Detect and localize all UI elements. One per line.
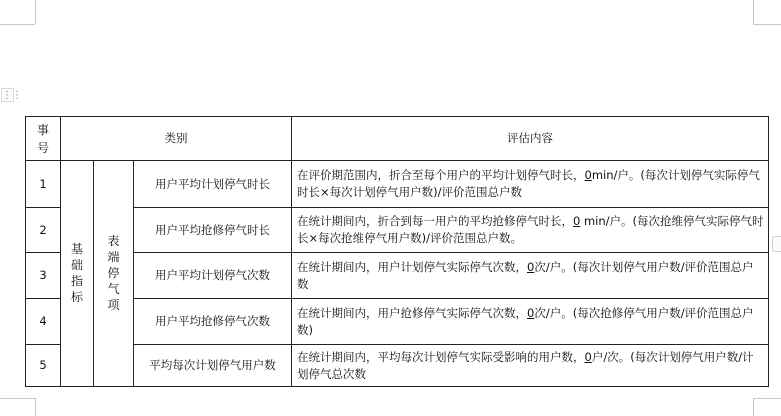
- group-cell: [61, 161, 94, 387]
- evaluation-table: [25, 116, 769, 387]
- item-name: 用户平均抢修停气次数: [134, 299, 292, 345]
- crop-mark-top-right-horizontal: [753, 24, 781, 25]
- content-value: 0: [573, 214, 581, 228]
- content-text-after: 户/次。(每次计划停气用户数/计划停气总次数: [297, 349, 754, 381]
- crop-mark-bottom-left-vertical: [35, 398, 36, 416]
- crop-mark-top-right-vertical: [753, 0, 754, 24]
- content-value: 0: [527, 259, 535, 274]
- item-name: 用户平均计划停气时长: [134, 161, 292, 208]
- item-name: 用户平均计划停气次数: [134, 253, 292, 299]
- content-text: 在统计期间内，平均每次计划停气实际受影响的用户数，: [297, 349, 585, 364]
- row-number: 1: [26, 161, 61, 208]
- row-number: 2: [26, 208, 61, 253]
- content-text-after: 次/户。(每次抢修停气用户数/评价范围总户数): [297, 305, 754, 337]
- crop-mark-bottom-left-horizontal: [0, 398, 35, 399]
- content-value: 0: [527, 305, 535, 320]
- table-row: [26, 208, 769, 253]
- content-text: 在统计期间内，用户抢修停气实际停气次数，: [297, 305, 527, 320]
- group-label: 基础指标: [70, 242, 83, 304]
- header-cell-category: [61, 117, 292, 161]
- content-text-after: min/户。(每次抢维停气实际停气时长×每次抢维停气用户数)/评价范围总户数。: [297, 214, 764, 245]
- table-header-row: [26, 117, 769, 161]
- row-number: 3: [26, 253, 61, 299]
- row-number: 5: [26, 345, 61, 387]
- crop-mark-bottom-right-vertical: [753, 398, 754, 416]
- crop-mark-top-left-vertical: [35, 0, 36, 24]
- header-cell-number: [26, 117, 61, 161]
- crop-mark-top-left-horizontal: [0, 24, 35, 25]
- item-content: [292, 208, 769, 253]
- table-resize-marker[interactable]: [772, 236, 781, 252]
- content-text-after: 次/户。(每次计划停气用户数/评价范围总户数: [297, 259, 754, 291]
- table-row: [26, 253, 769, 299]
- subgroup-cell: [94, 161, 134, 387]
- content-value: 0: [584, 349, 592, 364]
- item-content: [292, 161, 769, 208]
- header-cell-content: [292, 117, 769, 161]
- header-category-label: 类别: [164, 131, 188, 145]
- table-row: [26, 161, 769, 208]
- item-content: [292, 345, 769, 387]
- item-name: 平均每次计划停气用户数: [134, 345, 292, 387]
- table-row: [26, 299, 769, 345]
- content-text: 在统计期间内，用户计划停气实际停气次数，: [297, 259, 527, 274]
- item-content: [292, 253, 769, 299]
- item-content: [292, 299, 769, 345]
- content-text: 在统计期间内，折合到每一用户的平均抢修停气时长，: [297, 214, 573, 228]
- table-move-handle-icon[interactable]: ⋮⋮: [2, 90, 22, 101]
- content-value: 0: [584, 168, 592, 182]
- crop-mark-bottom-right-horizontal: [753, 398, 781, 399]
- content-text: 在评价期范围内，折合至每个用户的平均计划停气时长，: [297, 168, 585, 182]
- header-number-label: 事号: [36, 122, 49, 155]
- table-row: [26, 345, 769, 387]
- subgroup-label: 表端停气项: [107, 234, 120, 312]
- content-text-after: min/户。(每次计划停气实际停气时长×每次计划停气用户数)/评价范围总户数: [297, 168, 760, 199]
- item-name: 用户平均抢修停气时长: [134, 208, 292, 253]
- row-number: 4: [26, 299, 61, 345]
- header-content-label: 评估内容: [507, 131, 553, 145]
